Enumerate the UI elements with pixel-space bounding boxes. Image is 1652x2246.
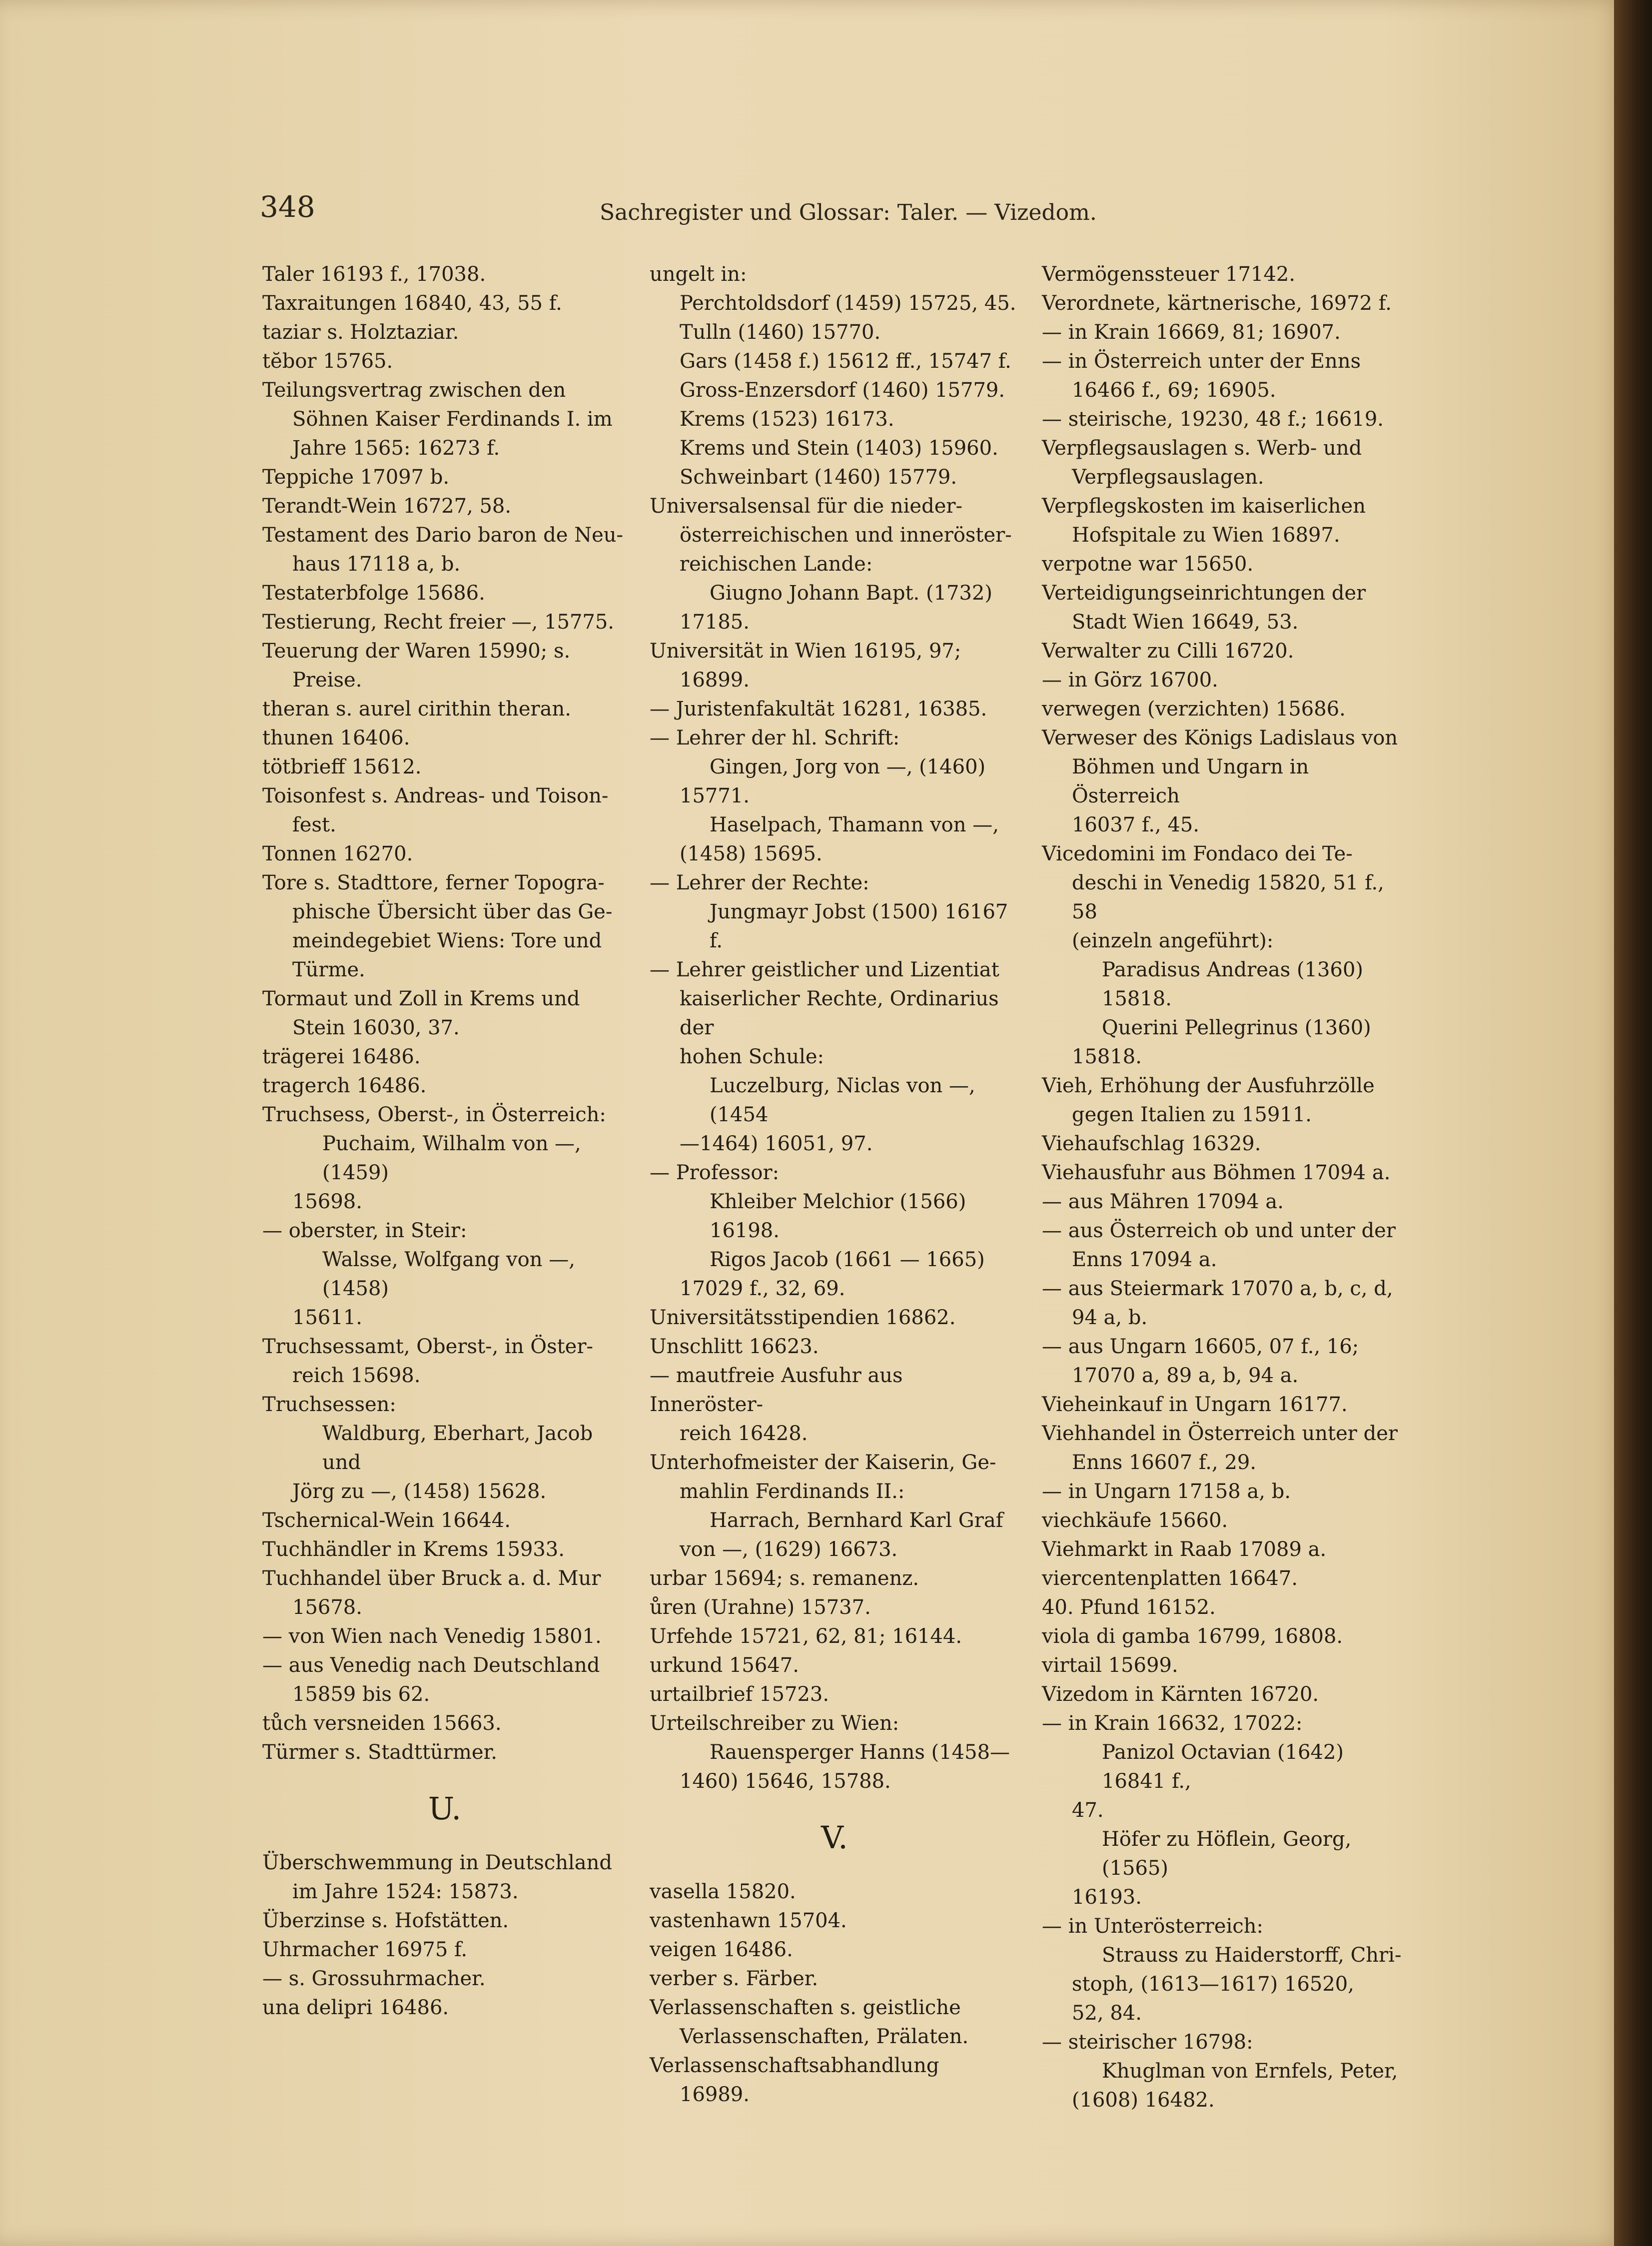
index-entry: phische Übersicht über das Ge-: [292, 900, 613, 923]
index-entry: — in Unterösterreich:: [1042, 1915, 1264, 1938]
index-entry: von —, (1629) 16673.: [680, 1538, 898, 1561]
index-entry: 40. Pfund 16152.: [1042, 1596, 1216, 1619]
index-entry: theran s. aurel cirithin theran.: [262, 698, 571, 721]
index-entry: trägerei 16486.: [262, 1045, 421, 1068]
index-entry: Uhrmacher 16975 f.: [262, 1938, 468, 1961]
index-entry: 15678.: [292, 1596, 362, 1619]
index-entry: Tuchhandel über Bruck a. d. Mur: [262, 1567, 601, 1590]
index-entry: tötbrieff 15612.: [262, 755, 422, 778]
index-entry: Universalsensal für die nieder-: [650, 495, 962, 518]
index-entry: verber s. Färber.: [650, 1967, 819, 1990]
index-entry: 15859 bis 62.: [292, 1683, 430, 1706]
index-entry: im Jahre 1524: 15873.: [292, 1880, 519, 1903]
index-entry: Perchtoldsdorf (1459) 15725, 45.: [680, 292, 1016, 315]
index-entry: Testament des Dario baron de Neu-: [262, 524, 624, 547]
index-entry: Puchaim, Wilhalm von —, (1459): [322, 1132, 588, 1184]
index-entry: haus 17118 a, b.: [292, 553, 461, 576]
index-entry: Verlassenschaften, Prälaten.: [680, 2025, 969, 2048]
index-entry: Taxraitungen 16840, 43, 55 f.: [262, 292, 562, 315]
index-entry: österreichischen und inneröster-: [680, 524, 1012, 547]
book-spine: [1614, 0, 1652, 2246]
index-entry: Viehausfuhr aus Böhmen 17094 a.: [1042, 1161, 1391, 1184]
index-entry: Walsse, Wolfgang von —, (1458): [322, 1248, 582, 1300]
index-entry: Türme.: [292, 958, 365, 981]
index-entry: Verweser des Königs Ladislaus von: [1042, 727, 1398, 749]
index-entry: viechkäufe 15660.: [1042, 1509, 1228, 1532]
index-entry: una delipri 16486.: [262, 1996, 449, 2019]
index-entry: tĕbor 15765.: [262, 350, 393, 373]
index-entry: Verwalter zu Cilli 16720.: [1042, 640, 1294, 663]
index-entry: tragerch 16486.: [262, 1074, 427, 1097]
index-entry: Giugno Johann Bapt. (1732): [710, 582, 992, 605]
index-entry: Terandt-Wein 16727, 58.: [262, 495, 512, 518]
index-entry: — von Wien nach Venedig 15801.: [262, 1625, 602, 1648]
index-entry: Überzinse s. Hofstätten.: [262, 1909, 509, 1932]
index-entry: — aus Ungarn 16605, 07 f., 16;: [1042, 1335, 1359, 1358]
index-entry: urtailbrief 15723.: [650, 1683, 829, 1706]
index-entry: Viehmarkt in Raab 17089 a.: [1042, 1538, 1327, 1561]
index-entry: gegen Italien zu 15911.: [1072, 1103, 1312, 1126]
index-entry: Tormaut und Zoll in Krems und: [262, 987, 580, 1010]
index-entry: Verpflegsauslagen.: [1072, 466, 1264, 489]
index-entry: Teuerung der Waren 15990; s.: [262, 640, 571, 663]
index-entry: Vieheinkauf in Ungarn 16177.: [1042, 1393, 1348, 1416]
index-entry: reich 16428.: [680, 1422, 808, 1445]
index-entry: Preise.: [292, 669, 362, 692]
index-entry: Hofspitale zu Wien 16897.: [1072, 524, 1340, 547]
index-entry: Urfehde 15721, 62, 81; 16144.: [650, 1625, 962, 1648]
index-entry: kaiserlicher Rechte, Ordinarius der: [680, 987, 1005, 1039]
index-entry: urkund 15647.: [650, 1654, 799, 1677]
index-entry: Schweinbart (1460) 15779.: [680, 466, 957, 489]
index-entry: Vieh, Erhöhung der Ausfuhrzölle: [1042, 1074, 1375, 1097]
index-entry: Tonnen 16270.: [262, 842, 413, 865]
index-entry: 16193.: [1072, 1886, 1142, 1909]
index-entry: tůch versneiden 15663.: [262, 1712, 502, 1735]
index-entry: Verlassenschaftsabhandlung: [650, 2054, 939, 2077]
index-entry: Krems und Stein (1403) 15960.: [680, 437, 998, 460]
running-head: Sachregister und Glossar: Taler. — Vizedom.: [600, 200, 1097, 225]
index-entry: Khleiber Melchior (1566) 16198.: [710, 1190, 973, 1242]
index-entry: Tuchhändler in Krems 15933.: [262, 1538, 565, 1561]
index-entry: Waldburg, Eberhart, Jacob und: [322, 1422, 599, 1474]
index-entry: Urteilschreiber zu Wien:: [650, 1712, 899, 1735]
index-entry: Tore s. Stadttore, ferner Topogra-: [262, 871, 605, 894]
index-entry: Truchsessamt, Oberst-, in Öster-: [262, 1335, 593, 1358]
index-entry: Haselpach, Thamann von —,: [710, 813, 999, 836]
index-entry: Gingen, Jorg von —, (1460): [710, 755, 986, 778]
index-entry: — steirischer 16798:: [1042, 2031, 1253, 2054]
page-number: 348: [260, 190, 315, 224]
index-entry: Querini Pellegrinus (1360): [1102, 1016, 1371, 1039]
index-entry: Khuglman von Ernfels, Peter,: [1102, 2060, 1398, 2083]
index-entry: — Juristenfakultät 16281, 16385.: [650, 698, 987, 721]
index-entry: (einzeln angeführt):: [1072, 929, 1274, 952]
index-entry: Böhmen und Ungarn in Österreich: [1072, 755, 1315, 807]
index-entry: Höfer zu Höflein, Georg, (1565): [1102, 1828, 1358, 1880]
index-entry: —1464) 16051, 97.: [680, 1132, 873, 1155]
index-entry: — oberster, in Steir:: [262, 1219, 467, 1242]
index-entry: Viehaufschlag 16329.: [1042, 1132, 1261, 1155]
index-entry: (1458) 15695.: [680, 842, 823, 865]
index-entry: — aus Steiermark 17070 a, b, c, d,: [1042, 1277, 1393, 1300]
index-entry: Testaterbfolge 15686.: [262, 582, 485, 605]
index-entry: — aus Österreich ob und unter der: [1042, 1219, 1396, 1242]
index-entry: verwegen (verzichten) 15686.: [1042, 698, 1346, 721]
index-entry: 17029 f., 32, 69.: [680, 1277, 845, 1300]
index-entry: Strauss zu Haiderstorff, Chri-: [1102, 1944, 1402, 1967]
index-entry: Verordnete, kärtnerische, 16972 f.: [1042, 292, 1392, 315]
section-letter: U.: [428, 1790, 462, 1827]
index-entry: Unterhofmeister der Kaiserin, Ge-: [650, 1451, 996, 1474]
index-entry: Universitätsstipendien 16862.: [650, 1306, 956, 1329]
index-entry: Testierung, Recht freier —, 15775.: [262, 611, 615, 634]
index-entry: 1460) 15646, 15788.: [680, 1770, 891, 1793]
index-entry: Tulln (1460) 15770.: [680, 321, 881, 344]
index-entry: vastenhawn 15704.: [650, 1909, 847, 1932]
index-entry: Verteidigungseinrichtungen der: [1042, 582, 1366, 605]
index-entry: viola di gamba 16799, 16808.: [1042, 1625, 1343, 1648]
index-entry: — Professor:: [650, 1161, 780, 1184]
index-entry: vasella 15820.: [650, 1880, 796, 1903]
index-entry: Teppiche 17097 b.: [262, 466, 450, 489]
index-entry: — aus Mähren 17094 a.: [1042, 1190, 1284, 1213]
index-entry: Vizedom in Kärnten 16720.: [1042, 1683, 1319, 1706]
index-entry: Rigos Jacob (1661 — 1665): [710, 1248, 985, 1271]
index-entry: ůren (Urahne) 15737.: [650, 1596, 871, 1619]
index-entry: taziar s. Holztaziar.: [262, 321, 459, 344]
index-entry: Jahre 1565: 16273 f.: [292, 437, 500, 460]
index-entry: Panizol Octavian (1642) 16841 f.,: [1102, 1741, 1350, 1793]
index-entry: stoph, (1613—1617) 16520,: [1072, 1973, 1354, 1996]
index-entry: reichischen Lande:: [680, 553, 873, 576]
index-entry: 52, 84.: [1072, 2002, 1142, 2025]
index-entry: virtail 15699.: [1042, 1654, 1178, 1677]
index-entry: — s. Grossuhrmacher.: [262, 1967, 486, 1990]
index-entry: — Lehrer der Rechte:: [650, 871, 869, 894]
index-entry: Verpflegsauslagen s. Werb- und: [1042, 437, 1362, 460]
index-entry: Paradisus Andreas (1360) 15818.: [1102, 958, 1370, 1010]
index-entry: Rauensperger Hanns (1458—: [710, 1741, 1010, 1764]
index-entry: Vicedomini im Fondaco dei Te-: [1042, 842, 1353, 865]
index-entry: mahlin Ferdinands II.:: [680, 1480, 905, 1503]
index-entry: Vermögenssteuer 17142.: [1042, 263, 1296, 286]
index-entry: Truchsess, Oberst-, in Österreich:: [262, 1103, 606, 1126]
index-entry: Söhnen Kaiser Ferdinands I. im: [292, 408, 613, 431]
index-entry: 16899.: [680, 669, 750, 692]
index-entry: Unschlitt 16623.: [650, 1335, 819, 1358]
index-entry: Enns 17094 a.: [1072, 1248, 1217, 1271]
index-entry: — in Krain 16669, 81; 16907.: [1042, 321, 1341, 344]
index-entry: — aus Venedig nach Deutschland: [262, 1654, 600, 1677]
index-entry: 94 a, b.: [1072, 1306, 1148, 1329]
index-entry: (1608) 16482.: [1072, 2089, 1215, 2112]
index-entry: Verpflegskosten im kaiserlichen: [1042, 495, 1366, 518]
index-entry: Viehhandel in Österreich unter der: [1042, 1422, 1398, 1445]
index-entry: 17070 a, 89 a, b, 94 a.: [1072, 1364, 1299, 1387]
index-entry: 16989.: [680, 2083, 750, 2106]
index-entry: — mautfreie Ausfuhr aus Inneröster-: [650, 1364, 909, 1416]
index-entry: Toisonfest s. Andreas- und Toison-: [262, 784, 609, 807]
index-entry: verpotne war 15650.: [1042, 553, 1254, 576]
index-entry: 15698.: [292, 1190, 362, 1213]
index-entry: fest.: [292, 813, 336, 836]
index-entry: Krems (1523) 16173.: [680, 408, 894, 431]
index-entry: Stein 16030, 37.: [292, 1016, 460, 1039]
index-entry: viercentenplatten 16647.: [1042, 1567, 1298, 1590]
index-entry: Luczelburg, Niclas von —, (1454: [710, 1074, 982, 1126]
index-entry: — in Österreich unter der Enns: [1042, 350, 1361, 373]
index-entry: — Lehrer geistlicher und Lizentiat: [650, 958, 999, 981]
index-entry: Tschernical-Wein 16644.: [262, 1509, 511, 1532]
index-entry: Stadt Wien 16649, 53.: [1072, 611, 1299, 634]
index-entry: meindegebiet Wiens: Tore und: [292, 929, 602, 952]
index-entry: Enns 16607 f., 29.: [1072, 1451, 1257, 1474]
index-entry: 15818.: [1072, 1045, 1142, 1068]
index-entry: — in Ungarn 17158 a, b.: [1042, 1480, 1291, 1503]
index-column-2: [650, 260, 1019, 2109]
index-entry: hohen Schule:: [680, 1045, 825, 1068]
index-entry: Gross-Enzersdorf (1460) 15779.: [680, 379, 1005, 402]
index-entry: reich 15698.: [292, 1364, 421, 1387]
index-entry: Jörg zu —, (1458) 15628.: [292, 1480, 547, 1503]
section-letter: V.: [821, 1819, 848, 1856]
index-column-3: [1042, 260, 1402, 2115]
index-column-1: [262, 260, 627, 2022]
index-entry: veigen 16486.: [650, 1938, 793, 1961]
index-entry: Truchsessen:: [262, 1393, 396, 1416]
index-entry: 47.: [1072, 1799, 1104, 1822]
index-entry: 15611.: [292, 1306, 362, 1329]
index-entry: Gars (1458 f.) 15612 ff., 15747 f.: [680, 350, 1011, 373]
index-entry: Türmer s. Stadttürmer.: [262, 1741, 497, 1764]
index-entry: 15771.: [680, 784, 750, 807]
index-entry: ungelt in:: [650, 263, 747, 286]
index-entry: 16466 f., 69; 16905.: [1072, 379, 1276, 402]
index-entry: Verlassenschaften s. geistliche: [650, 1996, 961, 2019]
index-entry: — steirische, 19230, 48 f.; 16619.: [1042, 408, 1384, 431]
index-entry: 17185.: [680, 611, 750, 634]
index-entry: Taler 16193 f., 17038.: [262, 263, 486, 286]
index-entry: Überschwemmung in Deutschland: [262, 1851, 612, 1874]
index-entry: — in Görz 16700.: [1042, 669, 1218, 692]
index-entry: 16037 f., 45.: [1072, 813, 1200, 836]
index-entry: thunen 16406.: [262, 727, 410, 749]
index-entry: Teilungsvertrag zwischen den: [262, 379, 566, 402]
index-entry: Universität in Wien 16195, 97;: [650, 640, 961, 663]
index-entry: — Lehrer der hl. Schrift:: [650, 727, 900, 749]
index-entry: urbar 15694; s. remanenz.: [650, 1567, 919, 1590]
index-entry: deschi in Venedig 15820, 51 f., 58: [1072, 871, 1391, 923]
index-entry: — in Krain 16632, 17022:: [1042, 1712, 1303, 1735]
index-entry: Harrach, Bernhard Karl Graf: [710, 1509, 1003, 1532]
index-entry: Jungmayr Jobst (1500) 16167 f.: [710, 900, 1015, 952]
